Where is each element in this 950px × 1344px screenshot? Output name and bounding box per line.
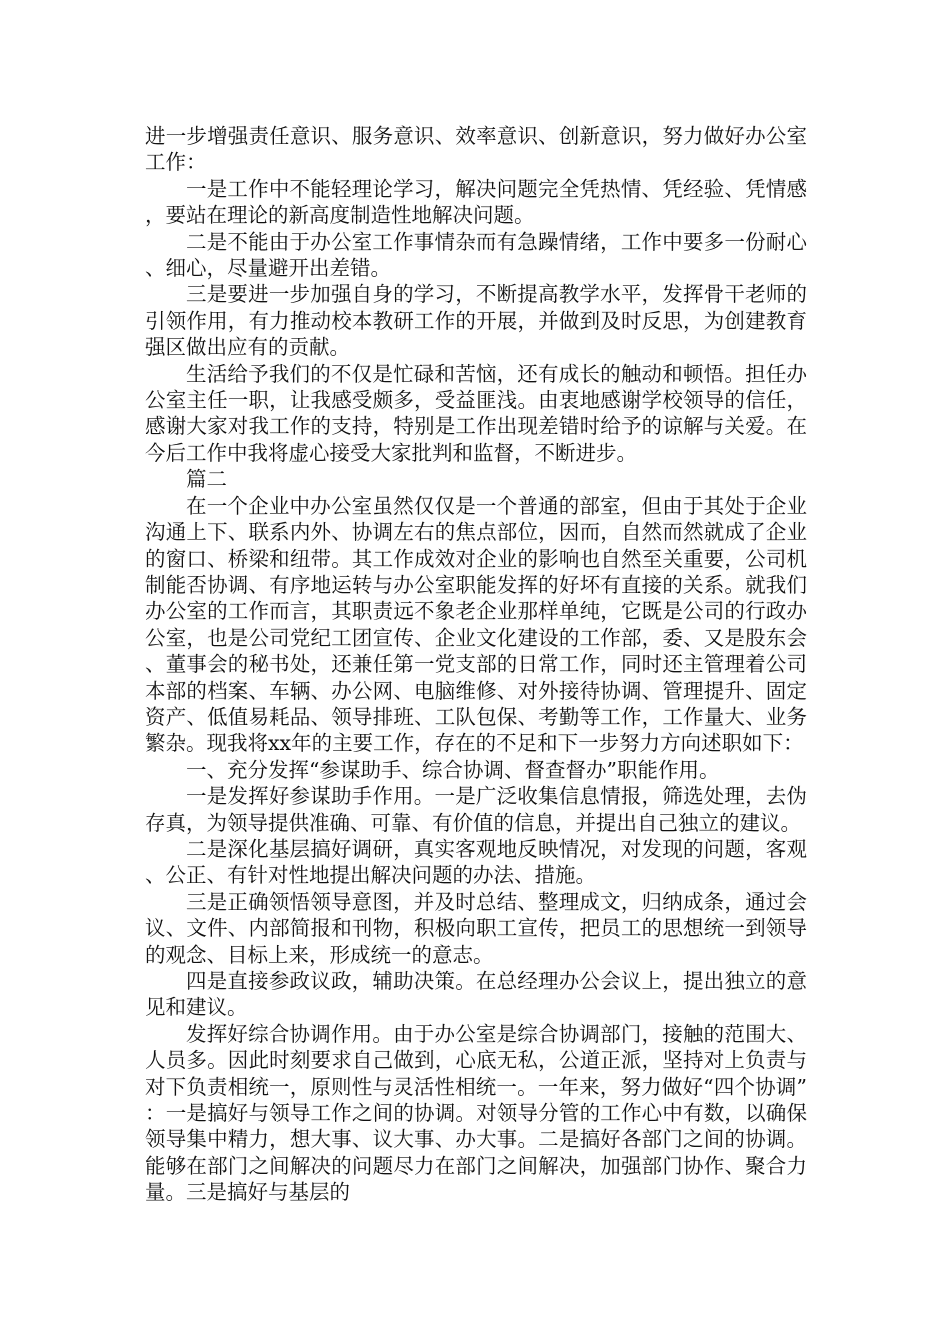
paragraph-closing: 生活给予我们的不仅是忙碌和苦恼，还有成长的触动和顿悟。担任办公室主任一职，让我感受颇多，受益匪浅。由衷地感谢学校领导的信任，感谢大家对我工作的支持，特别是工作出现差错时给予的谅解与关爱。在今后工作中我将虚心接受大家批判和监督，不断进步。 [145, 361, 807, 465]
section-heading-functions: 一、充分发挥“参谋助手、综合协调、督查督办”职能作用。 [186, 757, 720, 782]
section-heading-part-two: 篇二 [186, 467, 227, 492]
paragraph-advisor-role: 一是发挥好参谋助手作用。一是广泛收集信息情报，筛选处理，去伪存真，为领导提供准确、可靠、有价值的信息，并提出自己独立的建议。 [145, 784, 807, 835]
paragraph-intro: 进一步增强责任意识、服务意识、效率意识、创新意识，努力做好办公室工作： [145, 124, 807, 175]
paragraph-decision-support: 四是直接参政议政，辅助决策。在总经理办公会议上，提出独立的意见和建议。 [145, 969, 807, 1020]
document-page [145, 123, 807, 1206]
paragraph-coordination: 发挥好综合协调作用。由于办公室是综合协调部门，接触的范围大、人员多。因此时刻要求自己做到，心底无私，公道正派，坚持对上负责与对下负责相统一，原则性与灵活性相统一。一年来，努力做好“四个协调”：一是搞好与领导工作之间的协调。对领导分管的工作心中有数，以确保领导集中精力，想大事、议大事、办大事。二是搞好各部门之间的协调。能够在部门之间解决的问题尽力在部门之间解决，加强部门协作、聚合力量。三是搞好与基层的 [145, 1021, 807, 1205]
paragraph-research: 二是深化基层搞好调研，真实客观地反映情况，对发现的问题，客观、公正、有针对性地提出解决问题的办法、措施。 [145, 836, 807, 888]
paragraph-leadership-intent: 三是正确领悟领导意图，并及时总结、整理成文，归纳成条，通过会议、文件、内部简报和刊物，积极向职工宣传，把员工的思想统一到领导的观念、目标上来，形成统一的意志。 [145, 889, 807, 967]
paragraph-point-1: 一是工作中不能轻理论学习，解决问题完全凭热情、凭经验、凭情感，要站在理论的新高度制造性地解决问题。 [145, 176, 807, 228]
paragraph-overview: 在一个企业中办公室虽然仅仅是一个普通的部室，但由于其处于企业沟通上下、联系内外、协调左右的焦点部位，因而，自然而然就成了企业的窗口、桥梁和纽带。其工作成效对企业的影响也自然至关重要，公司机制能否协调、有序地运转与办公室职能发挥的好坏有直接的关系。就我们办公室的工作而言，其职责远不象老企业那样单纯，它既是公司的行政办公室，也是公司党纪工团宣传、企业文化建设的工作部，委、又是股东会、董事会的秘书处，还兼任第一党支部的日常工作，同时还主管理着公司本部的档案、车辆、办公网、电脑维修、对外接待协调、管理提升、固定资产、低值易耗品、领导排班、工队包保、考勤等工作，工作量大、业务繁杂。现我将xx年的主要工作，存在的不足和下一步努力方向述职如下： [145, 493, 807, 756]
paragraph-point-3: 三是要进一步加强自身的学习，不断提高教学水平，发挥骨干老师的引领作用，有力推动校本教研工作的开展，并做到及时反思，为创建教育强区做出应有的贡献。 [145, 282, 807, 360]
paragraph-point-2: 二是不能由于办公室工作事情杂而有急躁情绪，工作中要多一份耐心、细心，尽量避开出差错。 [145, 229, 807, 281]
